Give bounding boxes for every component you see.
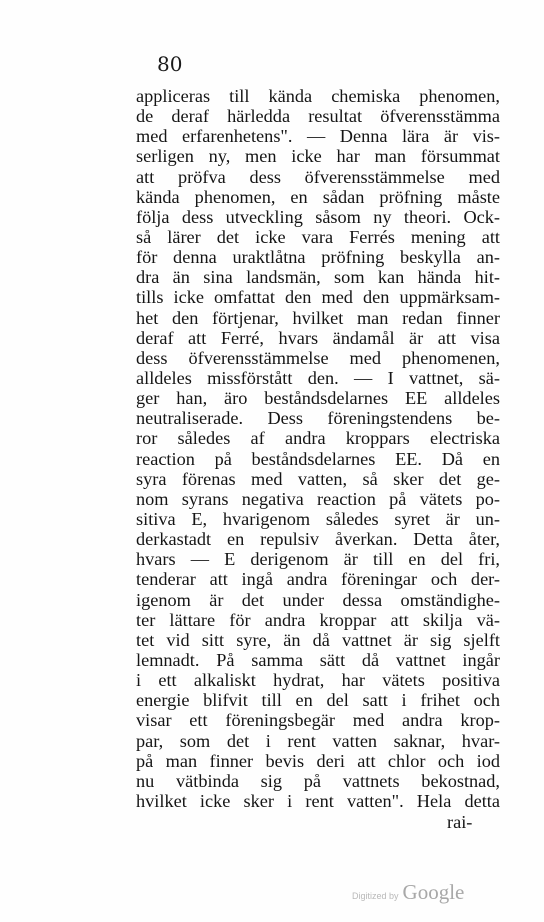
text-line: att pröfva dess öfverensstämmelse med	[136, 166, 500, 187]
text-line: tills icke omfattat den med den uppmärksam-	[136, 287, 500, 308]
google-logo: Google	[402, 880, 465, 904]
text-line: lemnadt. På samma sätt då vattnet ingår	[136, 649, 500, 670]
text-line: tenderar att ingå andra föreningar och der-	[136, 569, 500, 590]
text-line: neutraliserade. Dess föreningstendens be-	[136, 408, 500, 429]
text-line: följa dess utveckling såsom ny theori. Ock-	[136, 206, 500, 227]
text-line: reaction på beståndsdelarnes EE. Då en	[136, 448, 500, 469]
text-line: visar ett föreningsbegär med andra krop-	[136, 710, 500, 731]
digitized-watermark	[352, 880, 464, 905]
text-line: hvilket icke sker i rent vatten". Hela detta	[136, 790, 500, 811]
text-line: med erfarenhetens". — Denna lära är vis-	[136, 126, 500, 147]
text-line: appliceras till kända chemiska phenomen,	[136, 86, 500, 106]
text-line: serligen ny, men icke har man försummat	[136, 146, 500, 167]
text-line: sitiva E, hvarigenom således syret är un-	[136, 508, 500, 529]
text-line: het den förtjenar, hvilket man redan finner	[136, 307, 500, 328]
text-line: så lärer det icke vara Ferrés mening att	[136, 226, 500, 247]
text-line: nu vätbinda sig på vattnets bekostnad,	[136, 770, 500, 791]
text-line: ger han, äro beståndsdelarnes EE alldeles	[136, 388, 500, 409]
text-line: ror således af andra kroppars electriska	[136, 428, 500, 449]
text-line: för denna uraktlåtna pröfning beskylla an-	[136, 247, 500, 268]
text-line: på man finner bevis deri att chlor och iod	[136, 750, 500, 771]
text-line: i ett alkaliskt hydrat, har vätets positiva	[136, 670, 500, 691]
text-line: igenom är det under dessa omständighe-	[136, 589, 500, 610]
text-line: deraf att Ferré, hvars ändamål är att visa	[136, 327, 500, 348]
text-line: hvars — E derigenom är till en del fri,	[136, 549, 500, 570]
text-line: de deraf härledda resultat öfverensstämma	[136, 106, 500, 127]
text-line: ter lättare för andra kroppar att skilja vä-	[136, 609, 500, 630]
text-line: syra förenas med vatten, så sker det ge-	[136, 468, 500, 489]
body-text	[136, 86, 500, 811]
text-line: par, som det i rent vatten saknar, hvar-	[136, 730, 500, 751]
page-number: 80	[157, 52, 183, 76]
text-line: dess öfverensstämmelse med phenomenen,	[136, 347, 500, 368]
text-line: nom syrans negativa reaction på vätets po-	[136, 488, 500, 509]
text-line: tet vid sitt syre, än då vattnet är sig sjelft	[136, 629, 500, 650]
text-line: derkastadt en repulsiv åverkan. Detta åter,	[136, 529, 500, 550]
catchword: rai-	[447, 812, 473, 832]
text-line: alldeles missförstått den. — I vattnet, sä-	[136, 367, 500, 388]
text-line: kända phenomen, en sådan pröfning måste	[136, 186, 500, 207]
watermark-prefix: Digitized by	[352, 891, 399, 901]
text-line: energie blifvit till en del satt i frihet och	[136, 690, 500, 711]
text-line: dra än sina landsmän, som kan hända hit-	[136, 267, 500, 288]
